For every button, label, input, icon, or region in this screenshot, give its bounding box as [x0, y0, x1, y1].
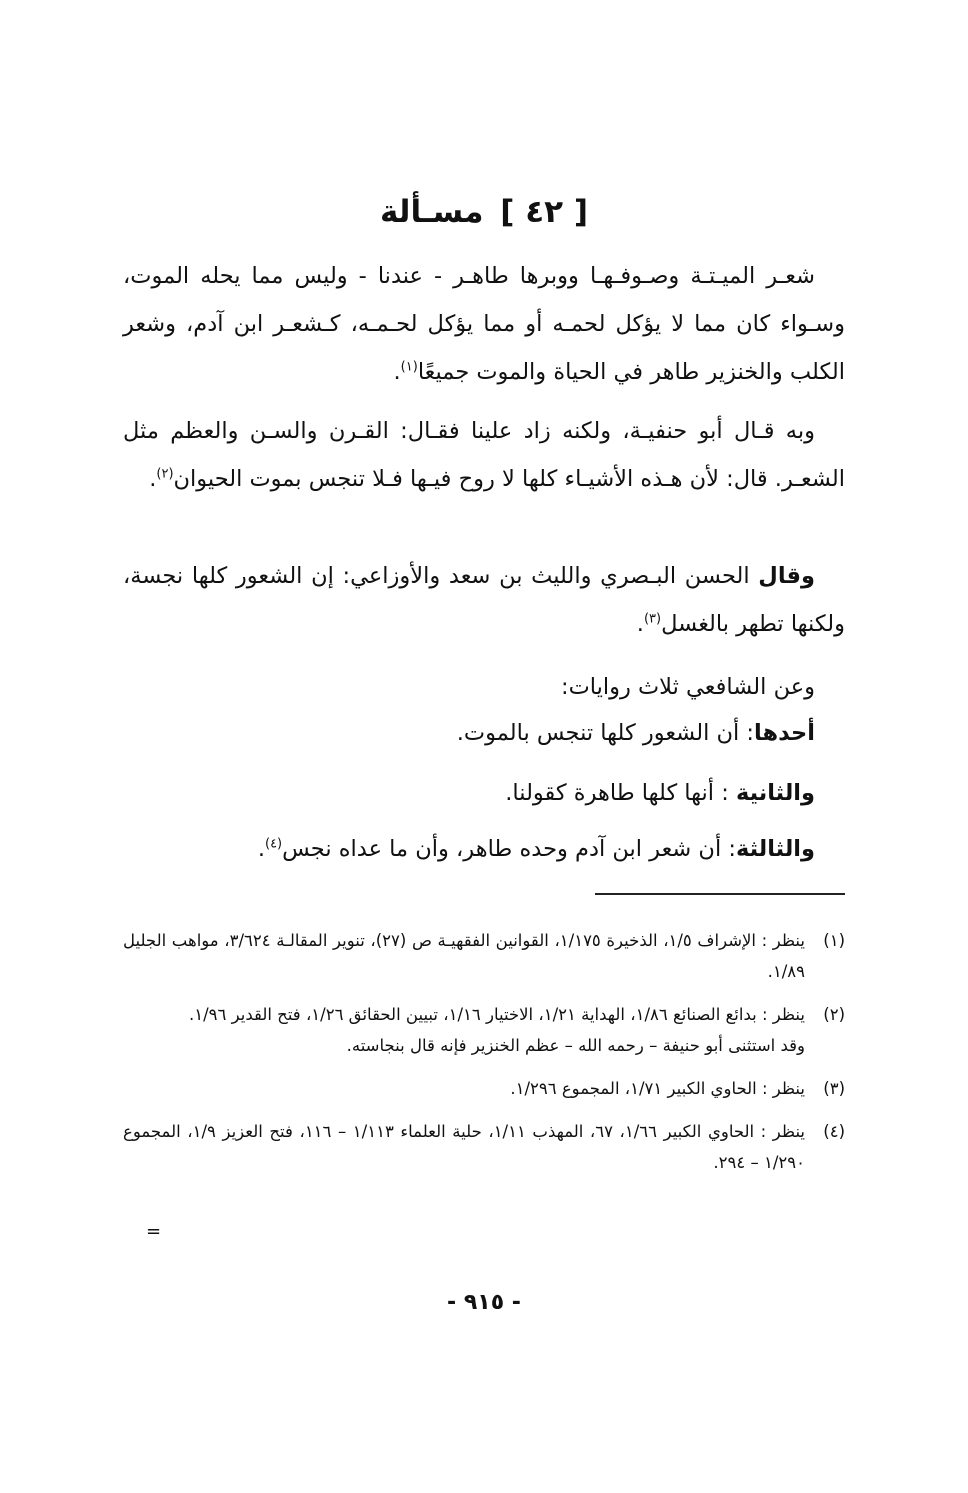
paragraph-3-lead: وقال	[758, 563, 815, 589]
narration-3	[123, 825, 845, 873]
footnote-number: (٤)	[823, 1122, 845, 1141]
narration-3-text: : أن شعر ابن آدم وحده طاهر، وأن ما عداه نجس	[282, 836, 736, 862]
footnote-ref-1: (١)	[400, 359, 418, 375]
narration-1-text: : أن الشعور كلها تنجس بالموت.	[456, 720, 755, 746]
footnote-note: وقد استثنى أبو حنيفة – رحمه الله – عظم الخنزير فإنه قال بنجاسته.	[346, 1036, 805, 1055]
paragraph-1-text: شعـر الميـتـة وصـوفـهـا ووبرها طاهـر - عندنا - وليس مما يحله الموت، وسـواء كان مما لا يؤكل لحمـه أو مما يؤكل لحـمـه، كـشعـر ابن آدم، وشعر الكلب والخنزير طاهر في الحياة والموت جميعًا	[123, 263, 845, 385]
paragraph-3-text: الحسن البـصري والليث بن سعد والأوزاعي: إن الشعور كلها نجسة، ولكنها تطهر بالغسل	[123, 563, 845, 637]
paragraph-1-end: .	[393, 359, 401, 385]
footnote-2	[123, 999, 845, 1061]
footnote-text: ينظر : الإشراف ١/٥، الذخيرة ١/١٧٥، القوانين الفقهيـة ص (٢٧)، تنوير المقالـة ٣/٦٢٤، مواهب الجليل ١/٨٩.	[123, 931, 805, 981]
narration-2-lead: والثانية	[735, 780, 815, 806]
issue-label: مسـألة	[380, 194, 484, 230]
footnote-separator	[595, 893, 845, 895]
issue-number: [ ٤٢ ]	[500, 194, 588, 230]
narration-1	[123, 709, 845, 757]
footnote-number: (١)	[823, 931, 845, 950]
narration-2-text: : أنها كلها طاهرة كقولنا.	[505, 780, 736, 806]
narration-2	[123, 769, 845, 817]
footnote-number: (٣)	[823, 1079, 845, 1098]
paragraph-2-text: وبه قـال أبو حنفيـة، ولكنه زاد علينا فقـال: القـرن والسـن والعظم مثل الشعـر. قال: لأن هـذه الأشيـاء كلها لا روح فيـها فـلا تنجس بموت الحيوان	[123, 418, 845, 492]
paragraph-3	[123, 552, 845, 648]
narration-3-lead: والثالثة	[735, 836, 815, 862]
continuation-mark: =	[146, 1221, 162, 1242]
paragraph-2-end: .	[149, 466, 157, 492]
footnote-number: (٢)	[823, 1005, 845, 1024]
chapter-title	[0, 188, 968, 236]
paragraph-3-end: .	[636, 611, 644, 637]
footnotes	[123, 925, 845, 1190]
paragraph-4-text: وعن الشافعي ثلاث روايات:	[560, 674, 815, 700]
footnote-ref-2: (٢)	[156, 466, 174, 482]
page-number: - ٩١٥ -	[447, 1290, 521, 1315]
footnote-text: ينظر : الحاوي الكبير ١/٦٦، ٦٧، المهذب ١/١١، حلية العلماء ١/١١٣ – ١١٦، فتح العزيز ١/٩، المجموع ١/٢٩٠ – ٢٩٤.	[123, 1122, 806, 1172]
narration-3-end: .	[257, 836, 265, 862]
narration-1-lead: أحدها	[754, 720, 815, 746]
footnote-3	[123, 1073, 845, 1104]
paragraph-2	[123, 407, 845, 503]
footnote-text: ينظر : بدائع الصنائع ١/٨٦، الهداية ١/٢١، الاختيار ١/١٦، تبيين الحقائق ١/٢٦، فتح القدير ١/٩٦.	[188, 1005, 805, 1024]
footnote-4	[123, 1116, 845, 1178]
footnote-ref-3: (٣)	[643, 611, 662, 627]
footnote-1	[123, 925, 845, 987]
paragraph-1	[123, 252, 845, 396]
paragraph-4	[123, 663, 845, 711]
footnote-text: ينظر : الحاوي الكبير ١/٧١، المجموع ١/٢٩٦.	[510, 1079, 805, 1098]
footnote-ref-4: (٤)	[264, 836, 283, 852]
footnote-body	[123, 999, 805, 1061]
